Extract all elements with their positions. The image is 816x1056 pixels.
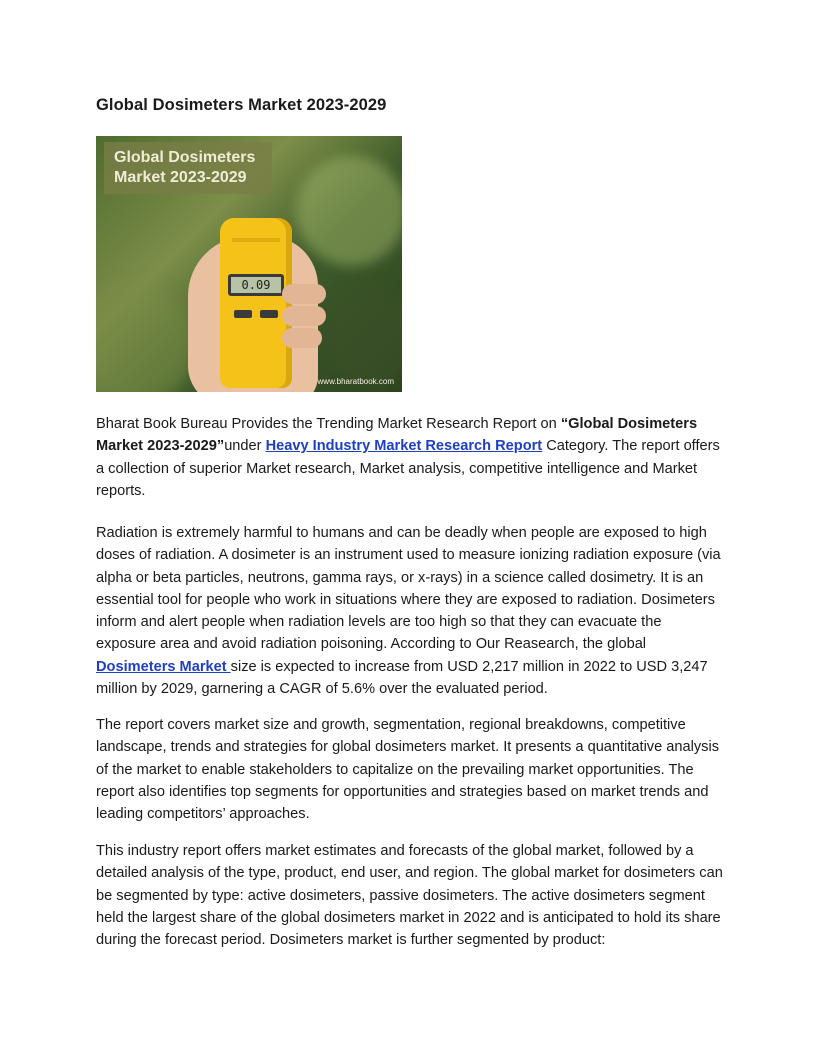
device-button [234, 310, 252, 318]
segmentation-paragraph: This industry report offers market estimates and forecasts of the global market, followed by a detailed analysis of the type, product, end user, and region. The global market for dosimeters can be segmented by type: active dosimeters, passive dosimeters. The active dosimeters segment held the largest share of the global dosimeters market in 2022 and is anticipated to hold its share during the forecast period. Dosimeters market is further segmented by product: [96, 843, 723, 949]
heavy-industry-link[interactable]: Heavy Industry Market Research Report [265, 438, 543, 455]
dosimeters-market-link[interactable]: Dosimeters Market [96, 658, 231, 675]
finger-illustration [282, 306, 326, 326]
intro-text: Bharat Book Bureau Provides the Trending Market Research Report on [96, 416, 561, 432]
background-bokeh [326, 286, 402, 386]
finger-illustration [282, 328, 322, 348]
background-bokeh [296, 156, 402, 266]
device-stripe [232, 238, 280, 242]
report-title-bold: “Global Dosimeters Market 2023-2029” [96, 416, 698, 455]
radiation-text: Radiation is extremely harmful to humans and can be deadly when people are exposed to high doses of radiation. A dosimeter is an instrument used to measure ionizing radiation exposure (via alpha or beta particles, neutrons, gamma rays, or x-rays) in a science called dosimetry. It is an essential tool for people who work in situations where they are exposed to radiation. Dosimeters inform and alert people when radiation levels are too high so that they can evacuate the exposure area and avoid radiation poisoning. According to Our Reasearch, the global [96, 525, 721, 653]
finger-illustration [282, 284, 326, 304]
hero-url-watermark: www.bharatbook.com [317, 377, 394, 386]
radiation-paragraph [96, 522, 724, 700]
device-screen: 0.09 [228, 274, 284, 296]
coverage-paragraph: The report covers market size and growth, segmentation, regional breakdowns, competitive landscape, trends and strategies for global dosimeters market. It presents a quantitative analysis of the market to enable stakeholders to capitalize on the prevailing market opportunities. The report also identifies top segments for opportunities and strategies based on market trends and leading competitors’ approaches. [96, 717, 719, 823]
radiation-after-text: size is expected to increase from USD 2,217 million in 2022 to USD 3,247 million by 2029, garnering a CAGR of 5.6% over the evaluated period. [96, 658, 708, 698]
hero-label-line1: Global Dosimeters [114, 149, 256, 166]
hero-label-line2: Market 2023-2029 [114, 169, 247, 186]
device-button [260, 310, 278, 318]
hero-image [96, 136, 402, 392]
intro-paragraph [96, 413, 724, 502]
page-title: Global Dosimeters Market 2023-2029 [96, 96, 387, 114]
dosimeter-device [220, 218, 292, 388]
hero-label [104, 142, 272, 194]
background-bokeh [96, 286, 196, 392]
intro-after-text: Category. The report offers a collection of superior Market research, Market analysis, competitive intelligence and Market reports. [96, 438, 720, 499]
intro-under-text: under [224, 438, 266, 455]
